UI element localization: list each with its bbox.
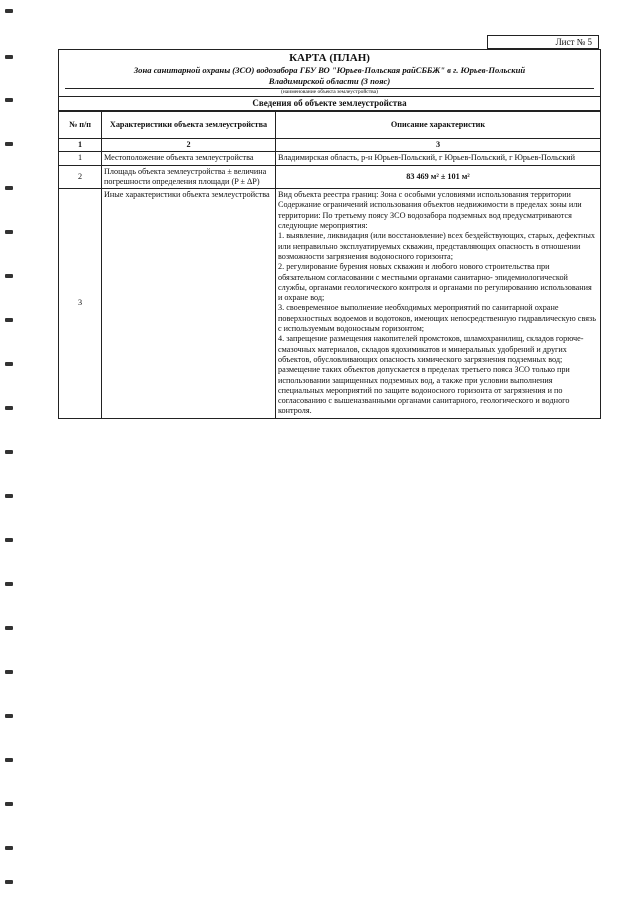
punch-mark — [5, 880, 13, 884]
punch-mark — [5, 758, 13, 762]
row-num: 3 — [59, 189, 102, 419]
header-characteristic: Характеристики объекта землеустройства — [102, 112, 276, 139]
row-characteristic: Местоположение объекта землеустройства — [102, 152, 276, 165]
area-value: 83 469 м² ± 101 м² — [406, 171, 470, 181]
info-table — [58, 111, 601, 419]
description-paragraph: Владимирская область, р-н Юрьев-Польский, г Юрьев-Польский, г Юрьев-Польский — [278, 153, 576, 163]
document-subtitle-line1: Зона санитарной охраны (ЗСО) водозабора ГБУ ВО "Юрьев-Польская райСББЖ" в г. Юрьев-Польский — [133, 65, 526, 75]
punch-mark — [5, 670, 13, 674]
sheet-number: Лист № 5 — [487, 35, 599, 49]
punch-mark — [5, 802, 13, 806]
index-cell: 3 — [276, 139, 601, 152]
punch-mark — [5, 55, 13, 59]
row-characteristic: Площадь объекта землеустройства ± величина погрешности определения площади (P ± ΔP) — [102, 165, 276, 189]
row-description — [276, 152, 601, 165]
punch-mark — [5, 186, 13, 190]
table-row — [59, 189, 601, 419]
document-title: КАРТА (ПЛАН) — [289, 52, 370, 64]
description-paragraph: 1. выявление, ликвидация (или восстановление) всех бездействующих, старых, дефектных или неправильно эксплуатируемых скважин, представляющих опасность в отношении возможности загрязнения водоносного горизонта; — [278, 231, 595, 261]
punch-mark — [5, 538, 13, 542]
punch-mark — [5, 450, 13, 454]
table-row — [59, 165, 601, 189]
punch-mark — [5, 582, 13, 586]
header-num: № п/п — [59, 112, 102, 139]
description-paragraph: размещение таких объектов допускается в пределах третьего пояса ЗСО только при использовании защищенных подземных вод, а также при условии выполнения специальных мероприятий по защите водоносного горизонта от загрязнения и по согласованию с вышеназванными органами санитарного, геологического и водного контроля. — [278, 365, 570, 416]
table-index-row — [59, 139, 601, 152]
document-header — [59, 50, 600, 96]
row-description — [276, 165, 601, 189]
punch-mark — [5, 626, 13, 630]
punch-mark — [5, 494, 13, 498]
index-cell: 2 — [102, 139, 276, 152]
punch-mark — [5, 846, 13, 850]
row-num: 2 — [59, 165, 102, 189]
punch-mark — [5, 362, 13, 366]
description-paragraph: Вид объекта реестра границ: Зона с особыми условиями использования территории — [278, 190, 571, 200]
info-table-wrap — [58, 110, 601, 419]
description-paragraph: 2. регулирование бурения новых скважин и любого нового строительства при обязательном согласовании с местными органами санитарно- эпидемиологической службы, органами геологического контроля и органами по регулированию использования и охране вод; — [278, 262, 592, 303]
punch-mark — [5, 714, 13, 718]
punch-mark — [5, 142, 13, 146]
document-subtitle-line2: Владимирской области (3 пояс) — [268, 76, 391, 86]
description-paragraph: 3. своевременное выполнение необходимых мероприятий по санитарной охране поверхностных водоемов и водотоков, имеющих непосредственную гидравлическую связь с используемым водоносным горизонтом; — [278, 303, 596, 334]
punch-mark — [5, 274, 13, 278]
row-num: 1 — [59, 152, 102, 165]
punch-mark — [5, 230, 13, 234]
description-paragraph: 4. запрещение размещения накопителей промстоков, шламохранилищ, складов горюче-смазочных материалов, складов ядохимикатов и минеральных удобрений и других объектов, обусловливающих опасность химического загрязнения подземных вод; — [278, 334, 584, 364]
section-title: Сведения об объекте землеустройства — [59, 96, 600, 110]
object-name-caption: (наименование объекта землеустройства) — [281, 89, 378, 95]
row-characteristic: Иные характеристики объекта землеустройства — [102, 189, 276, 419]
punch-mark — [5, 318, 13, 322]
punch-mark — [5, 98, 13, 102]
document-frame — [58, 49, 601, 419]
description-paragraph: Содержание ограничений использования объектов недвижимости в пределах зоны или территории: По третьему поясу ЗСО водозабора подземных вод предусматриваются следующие мероприятия: — [278, 200, 582, 231]
table-row — [59, 152, 601, 165]
header-description: Описание характеристик — [276, 112, 601, 139]
index-cell: 1 — [59, 139, 102, 152]
punch-mark — [5, 406, 13, 410]
punch-mark — [5, 9, 13, 13]
table-header-row — [59, 112, 601, 139]
row-description — [276, 189, 601, 419]
